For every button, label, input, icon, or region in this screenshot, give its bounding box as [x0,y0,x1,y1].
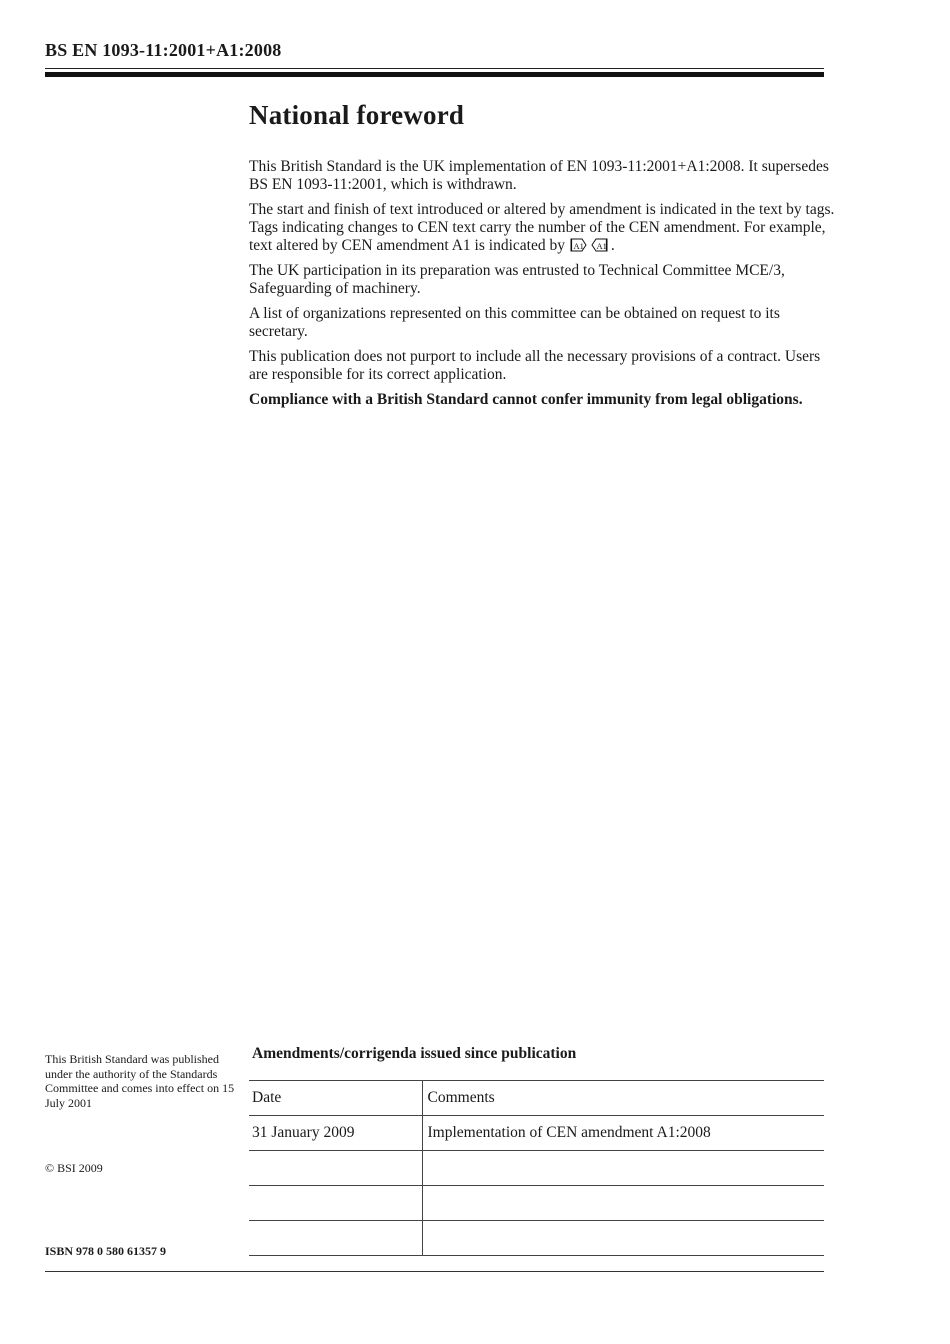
column-header-comments: Comments [422,1081,824,1116]
amendment-comment [422,1221,824,1256]
table-row [249,1186,824,1221]
publication-note: This British Standard was published under the authority of the Standards Committee and comes into effect on 15 July 2001 [45,1052,235,1110]
tag-start-label: A1 [573,241,584,251]
paragraph-organizations: A list of organizations represented on this committee can be obtained on request to its secretary. [249,305,780,340]
footer-rule [45,1271,824,1272]
table-row [249,1221,824,1256]
column-header-date: Date [249,1081,422,1116]
amendment-comment [422,1186,824,1221]
amendment-date [249,1151,422,1186]
table-header-row [249,1081,824,1116]
document-code: BS EN 1093-11:2001+A1:2008 [45,40,282,60]
header-rule-thick [45,72,824,77]
tag-suffix: . [610,237,615,254]
amendment-date [249,1186,422,1221]
tag-end-label: A1 [596,241,607,251]
paragraph-committee: The UK participation in its preparation was entrusted to Technical Committee MCE/3, Safeguarding of machinery. [249,262,785,297]
copyright-notice: © BSI 2009 [45,1161,103,1175]
amendment-comment: Implementation of CEN amendment A1:2008 [422,1116,824,1151]
amendment-end-tag-icon [591,238,608,252]
page-title: National foreword [249,100,465,130]
paragraph-provisions: This publication does not purport to include all the necessary provisions of a contract. Users are responsible for its correct application. [249,348,821,383]
table-row [249,1116,824,1151]
compliance-statement: Compliance with a British Standard cannot confer immunity from legal obligations. [249,391,803,408]
amendment-date: 31 January 2009 [249,1116,422,1151]
amendment-start-tag-icon [570,238,587,252]
paragraph-amendment-tags [249,201,839,255]
amendment-date [249,1221,422,1256]
header-rule-thin [45,68,824,69]
paragraph-amendment-tags-text: The start and finish of text introduced or altered by amendment is indicated in the text by tags. Tags indicating changes to CEN text carry the number of the CEN amendment. For example, text altered by CEN amendment A1 is indicated by [249,201,835,254]
amendments-table [249,1080,824,1256]
amendment-comment [422,1151,824,1186]
amendments-title: Amendments/corrigenda issued since publication [252,1045,577,1062]
paragraph-implementation: This British Standard is the UK implementation of EN 1093-11:2001+A1:2008. It supersedes BS EN 1093-11:2001, which is withdrawn. [249,158,829,193]
isbn: ISBN 978 0 580 61357 9 [45,1244,167,1258]
national-foreword-section [249,100,839,416]
table-row [249,1151,824,1186]
